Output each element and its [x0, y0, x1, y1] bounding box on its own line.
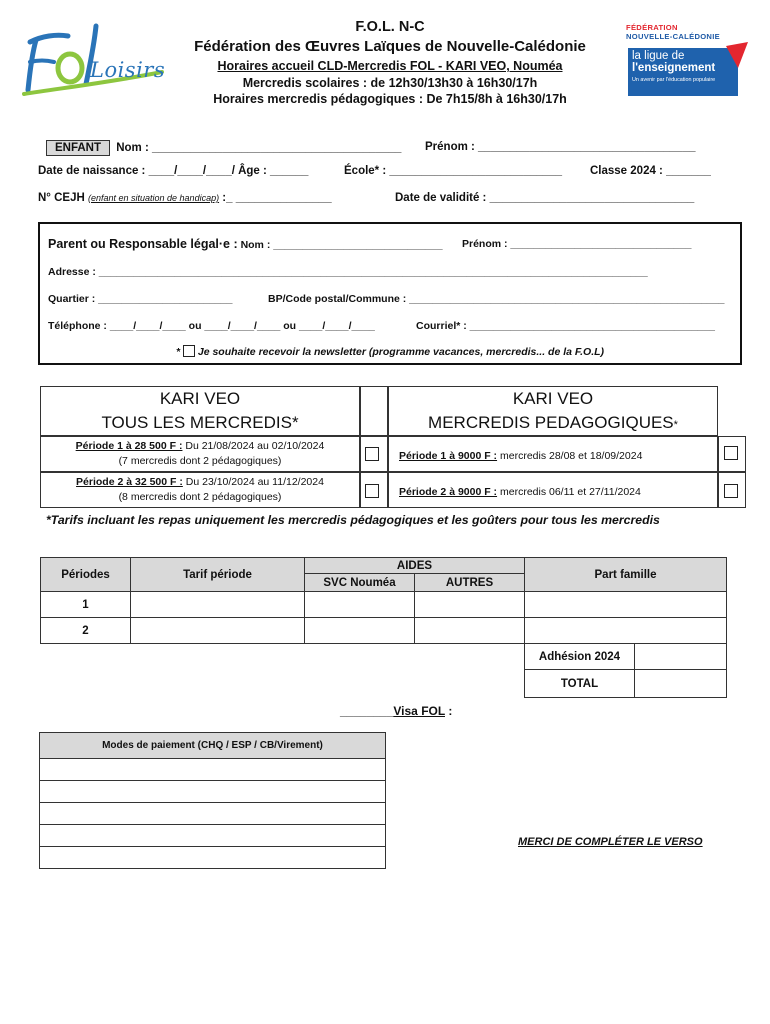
total-value-cell[interactable] — [635, 670, 727, 698]
parent-label: Parent ou Responsable légal·e : — [48, 237, 238, 251]
col-aides: AIDES — [305, 558, 525, 574]
payment-row[interactable] — [40, 847, 386, 869]
row2-autres-cell[interactable] — [415, 618, 525, 644]
ligue-enseignement-logo — [626, 24, 746, 98]
header-hours-pedago: Horaires mercredis pédagogiques : De 7h15/8h à 16h30/17h — [213, 91, 567, 106]
kari-veo-table — [40, 386, 746, 510]
visa-label: Visa FOL — [393, 704, 445, 718]
ligue-red-triangle-icon — [726, 42, 748, 68]
child-classe-field[interactable]: Classe 2024 : _______ — [590, 165, 711, 177]
header-hours-school: Mercredis scolaires : de 12h30/13h30 à 16h30/17h — [242, 75, 538, 90]
kv-right-title2: MERCREDIS PEDAGOGIQUES — [428, 413, 674, 432]
parent-prenom-field[interactable]: Prénom : _______________________________ — [462, 238, 692, 250]
child-ecole-field[interactable]: École* : ___________________________ — [344, 165, 563, 177]
adhesion-spacer — [41, 644, 525, 670]
enfant-tag: ENFANT — [46, 140, 110, 156]
payment-table — [39, 732, 386, 869]
header-acronym: F.O.L. N-C — [355, 19, 425, 35]
kv-left-title2: TOUS LES MERCREDIS* — [101, 413, 299, 432]
table-row — [41, 618, 727, 644]
parent-bp-field[interactable]: BP/Code postal/Commune : ______________________________________________________ — [268, 293, 725, 305]
visa-fol — [340, 704, 452, 718]
ligue-line1: la ligue de — [632, 50, 685, 62]
child-validite-field[interactable]: Date de validité : ________________________________ — [395, 192, 695, 204]
row-period-1: 1 — [41, 592, 131, 618]
ligue-region-text: NOUVELLE-CALÉDONIE — [626, 31, 720, 41]
col-periodes: Périodes — [41, 558, 131, 592]
parent-courriel-field[interactable]: Courriel* : __________________________________________ — [416, 320, 715, 332]
kv-right-p2-dates: mercredis 06/11 et 27/11/2024 — [499, 486, 641, 498]
total-label: TOTAL — [525, 670, 635, 698]
child-nom-field[interactable]: Nom : _______________________________________ — [116, 142, 402, 154]
kv-left-p1-dates: Du 21/08/2024 au 02/10/2024 — [185, 440, 325, 452]
aides-table — [40, 557, 727, 698]
kv-left-title1: KARI VEO — [159, 389, 241, 408]
kv-right-p1-checkbox[interactable] — [724, 446, 738, 460]
child-birth-age-field[interactable]: Date de naissance : ____/____/____/ Âge : ______ — [38, 165, 309, 177]
payment-row[interactable] — [40, 759, 386, 781]
kv-left-p1-checkbox[interactable] — [365, 447, 379, 461]
ligue-tagline: Un avenir par l'éducation populaire — [632, 77, 716, 84]
visa-colon: : — [444, 704, 453, 718]
kv-right-p2-label: Période 2 à 9000 F : — [399, 486, 498, 498]
row1-autres-cell[interactable] — [415, 592, 525, 618]
kv-left-p2-label: Période 2 à 32 500 F : — [76, 476, 183, 488]
parent-name-row — [48, 237, 443, 251]
kv-left-period1 — [40, 436, 360, 472]
cejh-label: N° CEJH — [38, 192, 85, 204]
visa-blank[interactable]: ________ — [340, 704, 394, 718]
table-row — [41, 592, 727, 618]
row1-tarif-cell[interactable] — [131, 592, 305, 618]
payment-row[interactable] — [40, 803, 386, 825]
adhesion-label: Adhésion 2024 — [525, 644, 635, 670]
kv-right-star: * — [673, 419, 678, 431]
kv-left-p2-checkbox[interactable] — [365, 484, 379, 498]
parent-telephone-field[interactable]: Téléphone : ____/____/____ ou ____/____/____ ou ____/____/____ — [48, 320, 375, 332]
fol-logo-text: Loisirs — [90, 58, 166, 82]
row2-tarif-cell[interactable] — [131, 618, 305, 644]
ligue-blue-box — [628, 48, 738, 96]
parent-quartier-field[interactable]: Quartier : _______________________ — [48, 293, 233, 305]
kv-left-p2-dates: Du 23/10/2024 au 11/12/2024 — [185, 476, 324, 488]
kv-left-title — [40, 386, 360, 436]
kv-left-p1-sub: (7 mercredis dont 2 pédagogiques) — [118, 455, 282, 467]
col-part-famille: Part famille — [525, 558, 727, 592]
merci-verso-note: MERCI DE COMPLÉTER LE VERSO — [518, 836, 703, 848]
parent-adresse-field[interactable]: Adresse : ______________________________________________________________________________________________ — [48, 266, 648, 278]
row2-svc-cell[interactable] — [305, 618, 415, 644]
col-tarif: Tarif période — [131, 558, 305, 592]
kv-right-p1-dates: mercredis 28/08 et 18/09/2024 — [499, 450, 643, 462]
payment-row[interactable] — [40, 825, 386, 847]
cejh-note: (enfant en situation de handicap) — [87, 193, 220, 203]
ligue-line2: l'enseignement — [632, 62, 716, 75]
parent-nom-field[interactable]: Nom : _____________________________ — [240, 239, 443, 251]
col-svc-noumea: SVC Nouméa — [305, 574, 415, 592]
newsletter-row — [40, 345, 740, 358]
kv-left-p2-sub: (8 mercredis dont 2 pédagogiques) — [118, 491, 282, 503]
kv-left-period2 — [40, 472, 360, 508]
parent-section — [38, 222, 742, 365]
document-header — [170, 18, 610, 107]
kv-left-p1-label: Période 1 à 28 500 F : — [75, 440, 183, 452]
cejh-field[interactable]: :_ _______________ — [222, 192, 332, 204]
kv-left-title-spacer — [360, 386, 388, 436]
kv-right-title1: KARI VEO — [512, 389, 594, 408]
col-autres: AUTRES — [415, 574, 525, 592]
total-spacer — [41, 670, 525, 698]
kv-right-p1-label: Période 1 à 9000 F : — [399, 450, 498, 462]
payment-header: Modes de paiement (CHQ / ESP / CB/Virement) — [40, 733, 386, 759]
newsletter-star: * — [175, 346, 181, 358]
newsletter-checkbox[interactable] — [183, 345, 195, 357]
kv-right-p2-checkbox[interactable] — [724, 484, 738, 498]
header-hours-title: Horaires accueil CLD-Mercredis FOL - KARI VEO, Nouméa — [217, 59, 563, 74]
row1-part-cell[interactable] — [525, 592, 727, 618]
newsletter-label: Je souhaite recevoir la newsletter (programme vacances, mercredis... de la F.O.L) — [197, 346, 605, 358]
kv-right-period1 — [388, 436, 718, 472]
row-period-2: 2 — [41, 618, 131, 644]
ligue-federation-text: FÉDÉRATION — [626, 23, 678, 32]
child-cejh-row — [38, 192, 332, 204]
kv-right-title — [388, 386, 718, 436]
kv-right-period2 — [388, 472, 718, 508]
child-prenom-field[interactable]: Prénom : __________________________________ — [425, 141, 696, 153]
payment-row[interactable] — [40, 781, 386, 803]
adhesion-value-cell[interactable] — [635, 644, 727, 670]
row1-svc-cell[interactable] — [305, 592, 415, 618]
header-federation: Fédération des Œuvres Laïques de Nouvelle-Calédonie — [194, 37, 586, 55]
tarif-note: *Tarifs incluant les repas uniquement les mercredis pédagogiques et les goûters pour tous les mercredis — [46, 513, 660, 527]
row2-part-cell[interactable] — [525, 618, 727, 644]
child-name-row — [46, 140, 401, 156]
